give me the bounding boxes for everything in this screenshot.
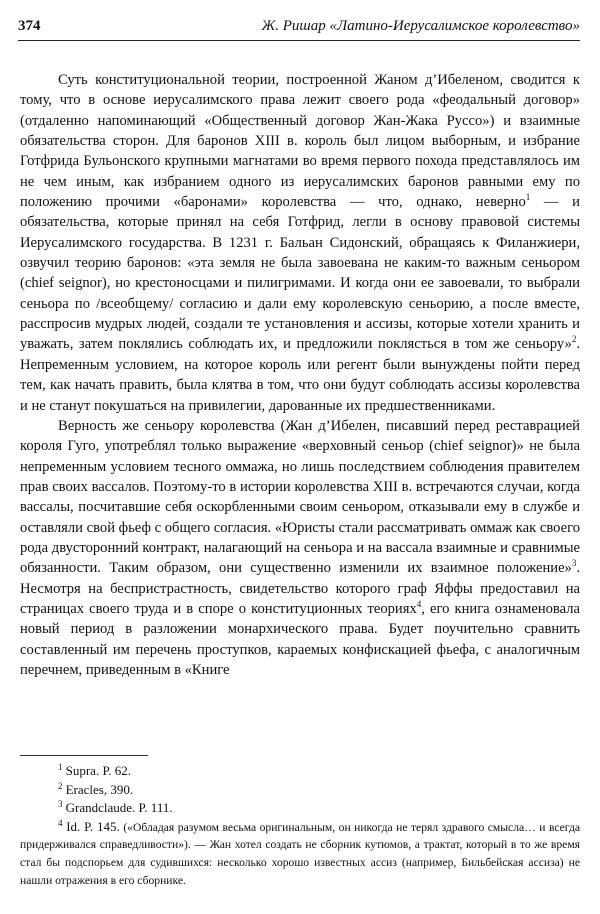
footnote: $^1$ Supra. P. 62.: [58, 761, 131, 778]
page-header: [18, 16, 580, 41]
footnote-ref: 2: [571, 334, 577, 345]
footnotes: [20, 762, 580, 889]
footnote-ref: 4: [416, 599, 422, 610]
footnote: $^3$ Grandclaude. P. 111.: [58, 799, 173, 816]
footnote-ref: 3: [571, 558, 577, 569]
paragraph: Верность же сеньору королевства (Жан д’Ибелен, писавший перед реставрацией короля Гуго, употреблял только выражение «верховный сеньор (chief seignor)» не была непременным условием тесного оммажа, но лишь последствием соблюдения правителем прав своих вассалов. Поэтому-то в истории королевства XIII в. встречаются случаи, когда вассалы, посчитавшие себя оскорбленными своим сеньором, отказывали ему в службе и оставляли свой фьеф с общего согласия. «Юристы стали рассматривать оммаж как своего рода двусторонний контракт, налагающий на сеньора и на вассала взаимные и сравнимые обязанности. Таким образом, они существенно изменили их взаимное положение»$^3$. Несмотря на беспристрастность, свидетельство которого граф Яффы предоставил на страницах своего труда и в споре о конституционных теориях$^4$, его книга ознаменовала новый период в разложении монархического права. Будет поучительно сравнить составленный им перечень проступков, караемых конфискацией фьефа, с аналогичным перечнем, приведенным в «Книге: [20, 417, 580, 678]
footnote: $^2$ Eracles, 390.: [58, 780, 134, 797]
page-number: 374: [18, 18, 41, 34]
footnote-divider: [20, 755, 148, 756]
footnote: $^4$ Id. P. 145. («Обладая разумом весьма оригинальным, он никогда не терял здравого смысла… и всегда придерживался справедливости»). — Жан хотел создать не сборник кутюмов, а трактат, который в то же время стал бы подспорьем для судившихся: несколько хорошо известных ассиз (например, Бильбейская ассиза) не нашли отражения в его сборнике.: [20, 817, 581, 887]
paragraph: Суть конституциональной теории, построенной Жаном д’Ибеленом, сводится к тому, что в основе иерусалимского права лежит своего рода «феодальный договор» (отдаленно напоминающий «Общественный договор Жан-Жака Руссо») и взаимные обязательства сторон. Для баронов XIII в. король был лицом выборным, и избрание Готфрида Бульонского крупными магнатами во время первого похода представлялось им не чем иным, как избранием одного из иерусалимских баронов равными ему по положению прочими «баронами» королевства — что, однако, неверно$^1$ — и обязательства, которые принял на себя Готфрид, легли в основу правовой системы Иерусалимского государства. В 1231 г. Бальан Сидонский, обращаясь к Филанжиери, озвучил теорию баронов: «эта земля не была завоевана не каким-то важным сеньором (chief seignor), но крестоносцами и пилигримами. И когда они ее завоевали, то выбрали сеньора по /всеобщему/ согласию и дали ему королевскую сеньорию, а после вместе, расспросив мудрых людей, создали те установления и ассизы, которые хотели хранить и уважать, затем поклялись соблюдать их, и предложили поклясться в том же сеньору»$^2$. Непременным условием, на которое король или регент были вынуждены пойти перед тем, как начать править, была клятва в том, что они будут соблюдать ассизы королевства и не станут покушаться на привилегии, дарованные их предшественниками.: [20, 72, 580, 414]
main-text: [20, 70, 580, 680]
footnote-ref: 1: [525, 192, 531, 203]
running-title: Ж. Ришар «Латино-Иерусалимское королевство»: [261, 18, 580, 34]
